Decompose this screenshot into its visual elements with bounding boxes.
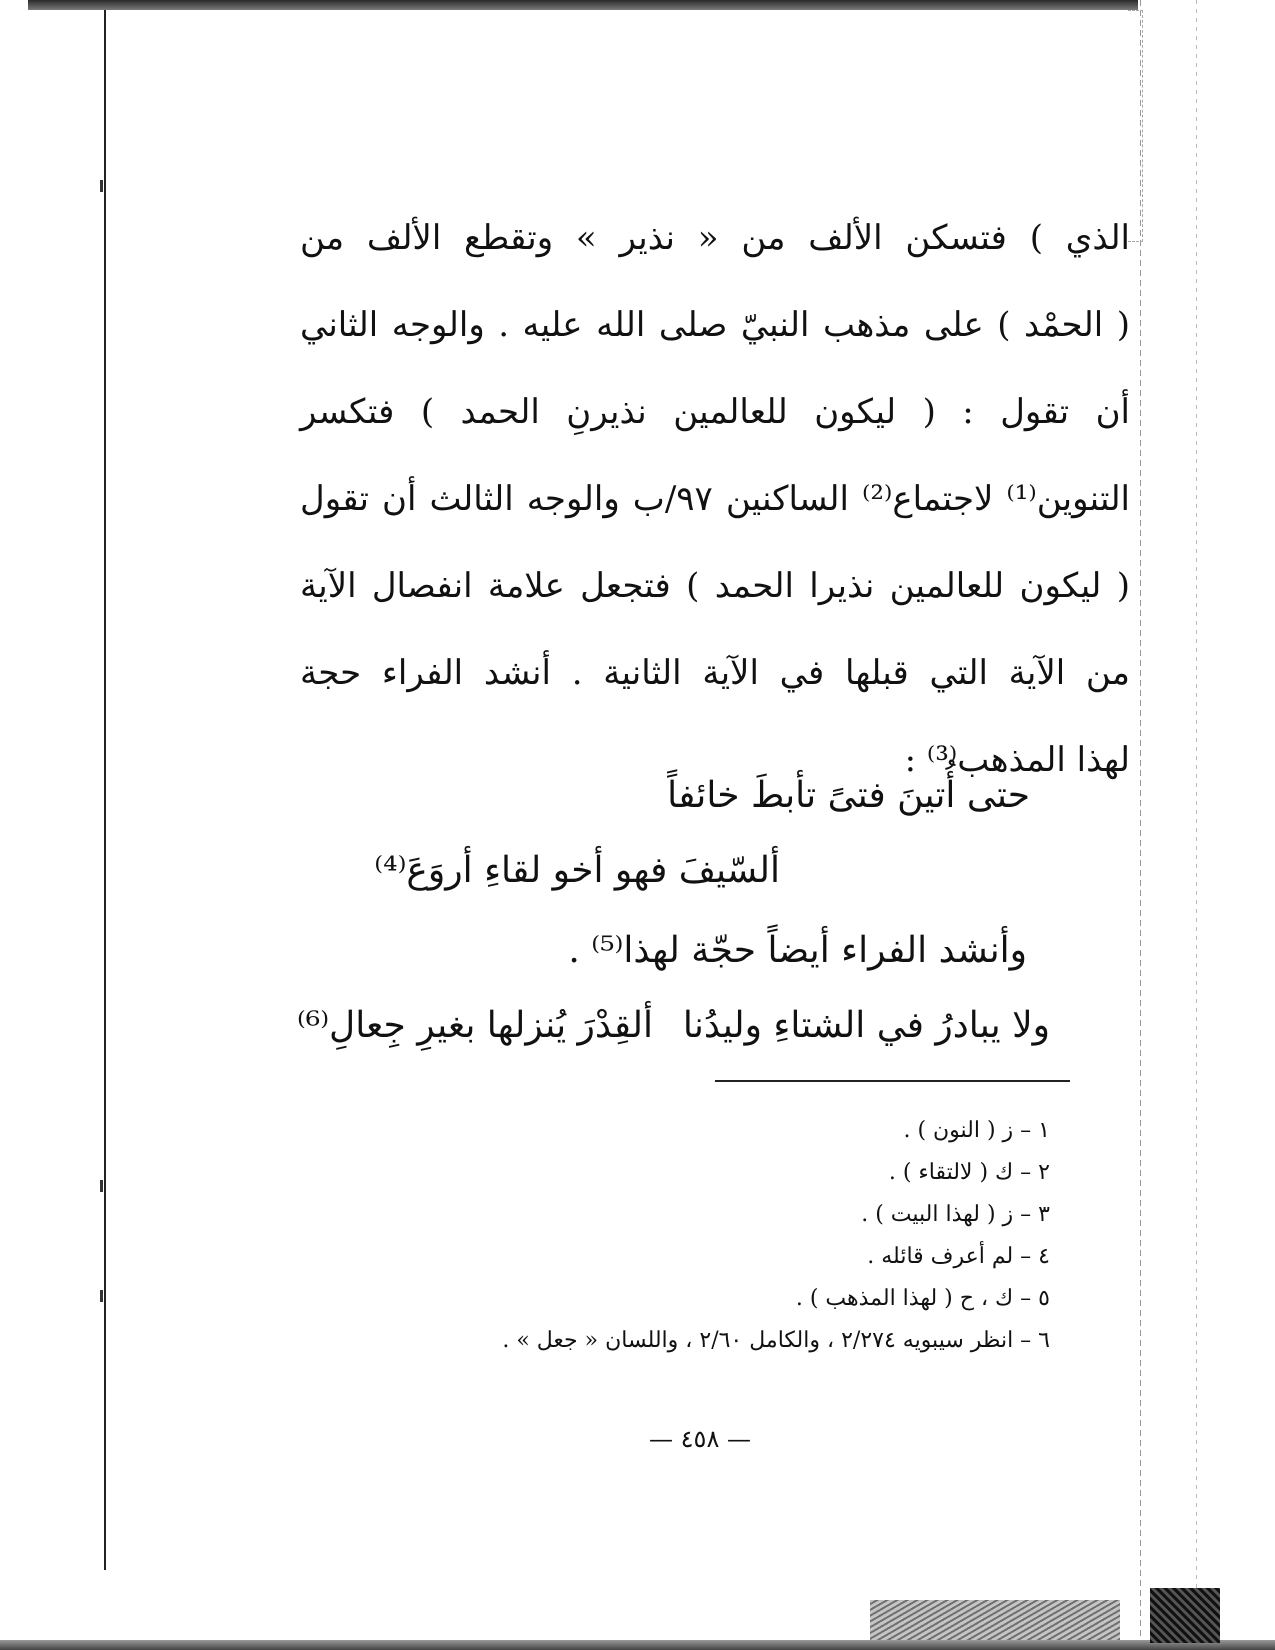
footnote: ٢ – ك ( لالتقاء ) . [888, 1160, 1050, 1185]
footnote: ٤ – لم أعرف قائله . [867, 1244, 1050, 1269]
body-line: ( ليكون للعالمين نذيرا الحمد ) فتجعل علامة انفصال الآية [300, 566, 1130, 606]
body-line: الذي ) فتسكن الألف من « نذير » وتقطع الألف من [300, 218, 1130, 258]
poem-line: ألسّيفَ فهو أخو لقاءِ أروَعَ⁽⁴⁾ [374, 850, 780, 891]
body-line: من الآية التي قبلها في الآية الثانية . أنشد الفراء حجة [300, 653, 1130, 693]
scan-margin-line-right [1140, 0, 1141, 1640]
scan-edge-top [28, 0, 1138, 10]
body-line: أن تقول : ( ليكون للعالمين نذيرنِ الحمد ) فتكسر [300, 392, 1130, 432]
footnotes [380, 1110, 1050, 1362]
footnote: ٥ – ك ، ح ( لهذا المذهب ) . [795, 1286, 1050, 1311]
scan-margin-line-right-outer [1196, 0, 1197, 1640]
body-line: لهذا المذهب⁽³⁾ : [904, 740, 1130, 780]
scan-speck [100, 1290, 103, 1302]
footnote: ١ – ز ( النون ) . [903, 1118, 1050, 1143]
footnote: ٣ – ز ( لهذا البيت ) . [861, 1202, 1050, 1227]
body-line: التنوين⁽¹⁾ لاجتماع⁽²⁾ الساكنين ٩٧/ب والوجه الثالث أن تقول [300, 479, 1131, 519]
poem-line: حتى أُتينَ فتىً تأبطَ خائفاً [667, 775, 1030, 816]
footnote: ٦ – انظر سيبويه ٢/٢٧٤ ، والكامل ٢/٦٠ ، واللسان « جعل » . [502, 1328, 1050, 1353]
scan-smudge [870, 1600, 1120, 1640]
poem-hemistich: ألقِدْرَ يُنزلها بغيرِ جِعالِ⁽⁶⁾ [296, 1005, 653, 1046]
poem-hemistich: ولا يبادرُ في الشتاءِ وليدُنا [682, 1005, 1050, 1046]
scan-speck [100, 180, 103, 192]
scan-margin-line [104, 10, 106, 1570]
page-number: — ٤٥٨ — [649, 1425, 751, 1453]
scan-dark-block [1150, 1588, 1220, 1643]
scan-speck [100, 1180, 103, 1192]
main-text [300, 195, 1130, 804]
scan-edge-bottom [0, 1640, 1275, 1650]
footnote-separator [715, 1080, 1070, 1082]
body-line: ( الحمْد ) على مذهب النبيّ صلى الله عليه . والوجه الثاني [300, 305, 1130, 345]
poem-intro: وأنشد الفراء أيضاً حجّة لهذا⁽⁵⁾ . [568, 930, 1027, 971]
scan-artifact-bracket [1128, 10, 1143, 242]
